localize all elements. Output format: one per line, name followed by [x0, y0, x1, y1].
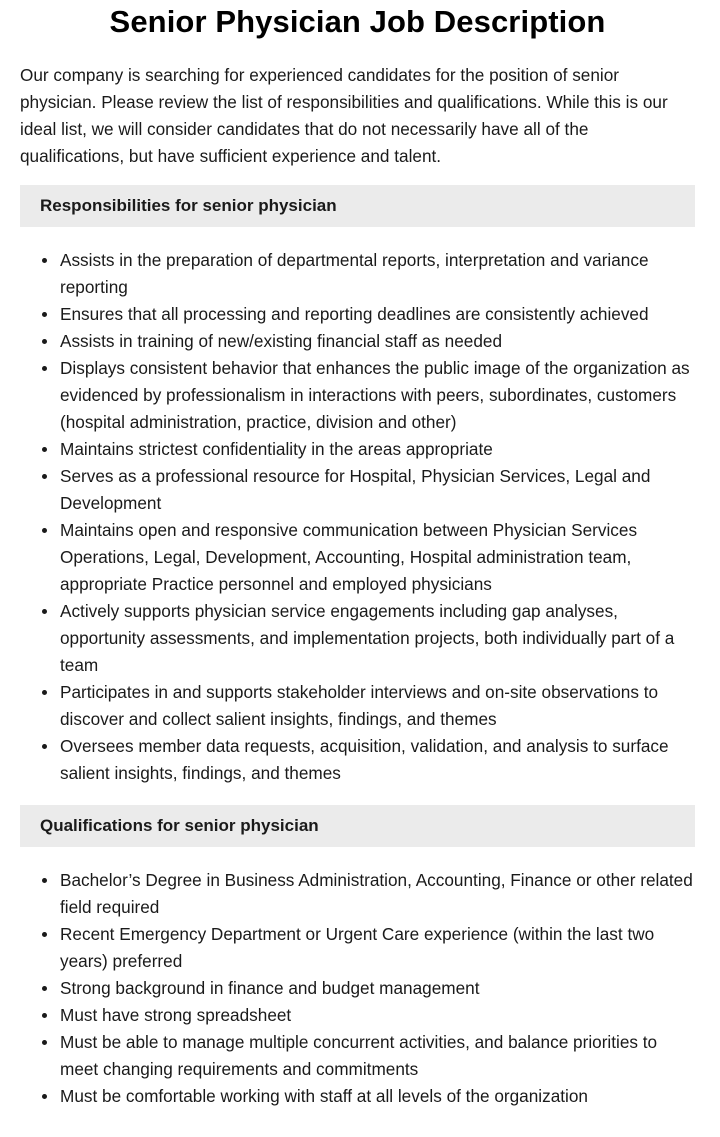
list-item-text: Assists in the preparation of departmental reports, interpretation and variance reporting	[60, 250, 649, 297]
list-item-text: Participates in and supports stakeholder interviews and on-site observations to discover and collect salient insights, findings, and themes	[60, 682, 659, 729]
bullet-icon	[42, 986, 47, 991]
list-item-text: Strong background in finance and budget management	[60, 978, 480, 998]
bullet-icon	[42, 932, 47, 937]
list-item	[60, 1029, 695, 1083]
bullet-icon	[42, 878, 47, 883]
list-item-text: Must be comfortable working with staff at all levels of the organization	[60, 1086, 588, 1106]
bullet-icon	[42, 339, 47, 344]
list-item	[60, 328, 695, 355]
list-item	[60, 517, 695, 598]
list-item-text: Actively supports physician service engagements including gap analyses, opportunity assessments, and implementation projects, both individually part of a team	[60, 601, 675, 675]
list-item-text: Must have strong spreadsheet	[60, 1005, 292, 1025]
list-item	[60, 598, 695, 679]
bullet-icon	[42, 447, 47, 452]
list-item	[60, 247, 695, 301]
bullet-icon	[42, 366, 47, 371]
qualifications-list	[20, 867, 695, 1110]
list-item	[60, 921, 695, 975]
bullet-icon	[42, 1013, 47, 1018]
list-item-text: Must be able to manage multiple concurrent activities, and balance priorities to meet changing requirements and commitments	[60, 1032, 658, 1079]
list-item	[60, 1002, 695, 1029]
qualifications-heading: Qualifications for senior physician	[20, 805, 695, 847]
list-item	[60, 436, 695, 463]
list-item-text: Assists in training of new/existing financial staff as needed	[60, 331, 503, 351]
list-item-text: Bachelor’s Degree in Business Administration, Accounting, Finance or other related field required	[60, 870, 693, 917]
bullet-icon	[42, 744, 47, 749]
list-item-text: Maintains open and responsive communication between Physician Services Operations, Legal, Development, Accounting, Hospital administration team, appropriate Practice personnel and employed physicians	[60, 520, 638, 594]
list-item	[60, 975, 695, 1002]
list-item	[60, 867, 695, 921]
list-item	[60, 355, 695, 436]
responsibilities-list	[20, 247, 695, 787]
bullet-icon	[42, 1094, 47, 1099]
bullet-icon	[42, 690, 47, 695]
list-item	[60, 463, 695, 517]
bullet-icon	[42, 258, 47, 263]
bullet-icon	[42, 609, 47, 614]
bullet-icon	[42, 1040, 47, 1045]
list-item-text: Maintains strictest confidentiality in the areas appropriate	[60, 439, 493, 459]
list-item-text: Serves as a professional resource for Hospital, Physician Services, Legal and Development	[60, 466, 651, 513]
bullet-icon	[42, 312, 47, 317]
page-title: Senior Physician Job Description	[109, 4, 606, 39]
bullet-icon	[42, 528, 47, 533]
responsibilities-heading: Responsibilities for senior physician	[20, 185, 695, 227]
list-item-text: Displays consistent behavior that enhances the public image of the organization as evidenced by professionalism in interactions with peers, subordinates, customers (hospital administration, practice, division and other)	[60, 358, 690, 432]
list-item	[60, 1083, 695, 1110]
list-item	[60, 733, 695, 787]
list-item-text: Ensures that all processing and reporting deadlines are consistently achieved	[60, 304, 649, 324]
list-item-text: Recent Emergency Department or Urgent Care experience (within the last two years) preferred	[60, 924, 655, 971]
intro-paragraph: Our company is searching for experienced candidates for the position of senior physician. Please review the list of responsibilities and qualifications. While this is our ideal list, we will consider candidates that do not necessarily have all of the qualifications, but have sufficient experience and talent.	[20, 65, 668, 166]
list-item	[60, 679, 695, 733]
bullet-icon	[42, 474, 47, 479]
list-item-text: Oversees member data requests, acquisition, validation, and analysis to surface salient insights, findings, and themes	[60, 736, 669, 783]
list-item	[60, 301, 695, 328]
